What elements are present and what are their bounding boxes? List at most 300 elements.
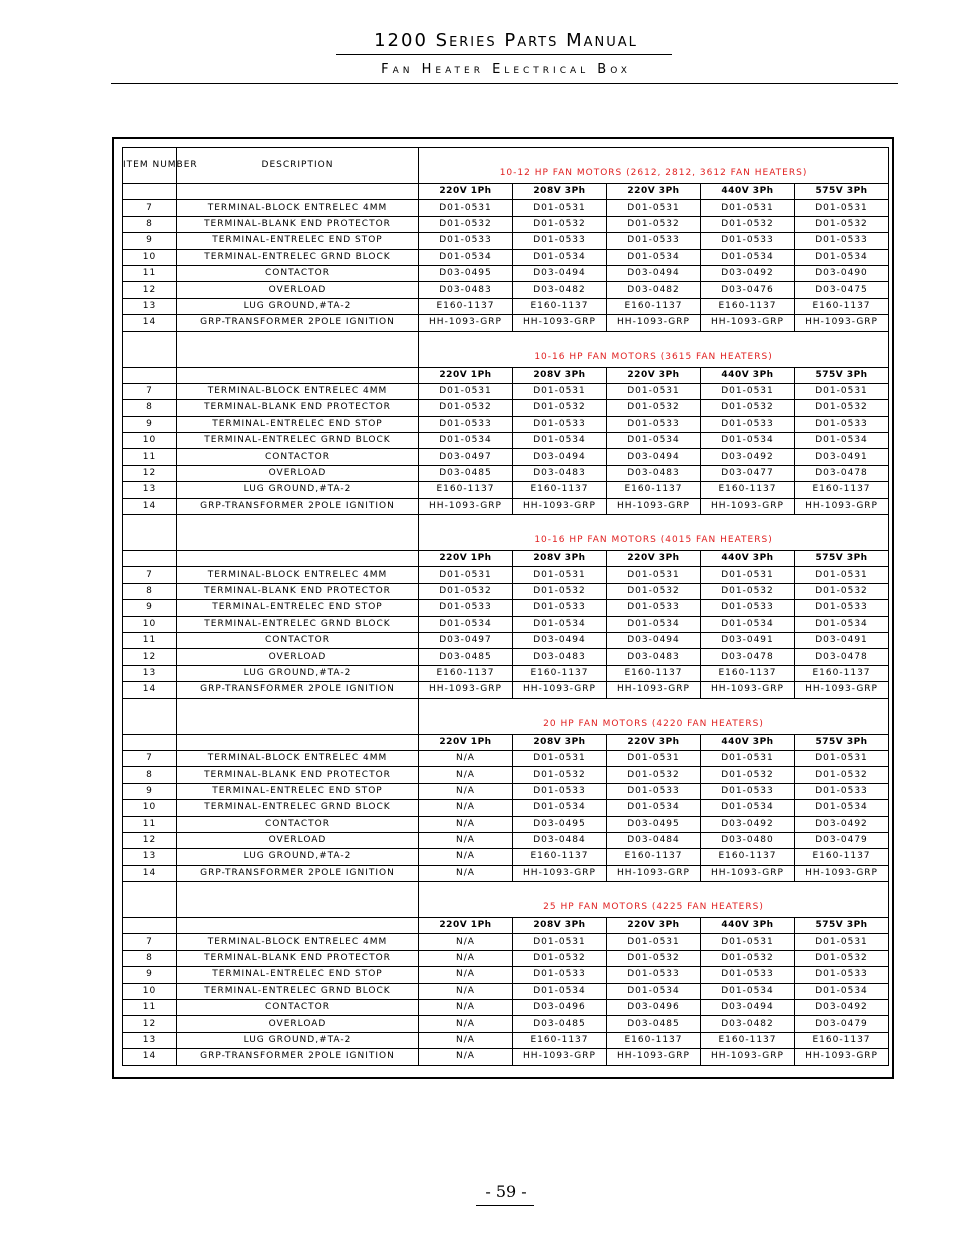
voltage-header-row [123,367,889,383]
part-number: D01-0534 [513,616,607,632]
section-title: 10-16 HP FAN MOTORS (4015 FAN HEATERS) [419,515,889,551]
part-description: GRP-TRANSFORMER 2POLE IGNITION [177,865,419,881]
part-number: D01-0534 [795,433,889,449]
part-number: D01-0531 [795,750,889,766]
blank-cell [123,515,177,551]
part-number: D03-0491 [795,632,889,648]
item-number: 12 [123,465,177,481]
voltage-header-row [123,734,889,750]
part-number: D01-0533 [513,783,607,799]
part-number: HH-1093-GRP [795,865,889,881]
part-description: CONTACTOR [177,816,419,832]
part-number: D01-0533 [513,233,607,249]
blank-cell [123,367,177,383]
part-number: D03-0492 [795,1000,889,1016]
part-number: D03-0494 [513,632,607,648]
part-number: N/A [419,983,513,999]
table-row [123,567,889,583]
page-number: - 59 - [485,1182,527,1201]
part-number: D01-0532 [795,950,889,966]
part-description: CONTACTOR [177,1000,419,1016]
part-number: D01-0532 [795,583,889,599]
part-description: TERMINAL-BLOCK ENTRELEC 4MM [177,200,419,216]
part-number: D01-0531 [607,934,701,950]
part-number: D01-0531 [607,750,701,766]
part-number: HH-1093-GRP [701,315,795,331]
part-number: D03-0476 [701,282,795,298]
table-row [123,849,889,865]
voltage-header: 208V 3Ph [513,734,607,750]
part-number: E160-1137 [795,665,889,681]
part-number: E160-1137 [795,849,889,865]
part-number: E160-1137 [513,1032,607,1048]
voltage-header: 220V 3Ph [607,367,701,383]
part-number: HH-1093-GRP [701,865,795,881]
voltage-header: 440V 3Ph [701,184,795,200]
part-number: D01-0532 [795,767,889,783]
part-number: D03-0492 [701,265,795,281]
table-row [123,832,889,848]
part-number: D01-0534 [701,616,795,632]
item-number: 12 [123,282,177,298]
part-number: D01-0533 [607,783,701,799]
item-number: 14 [123,865,177,881]
part-number: D01-0533 [513,416,607,432]
part-number: D01-0532 [795,216,889,232]
table-row [123,800,889,816]
part-number: HH-1093-GRP [701,1049,795,1065]
part-number: D01-0533 [513,967,607,983]
part-number: E160-1137 [513,482,607,498]
part-number: D01-0532 [701,767,795,783]
voltage-header: 440V 3Ph [701,367,795,383]
part-description: TERMINAL-ENTRELEC END STOP [177,600,419,616]
table-row [123,583,889,599]
part-number: D03-0494 [513,449,607,465]
part-number: D03-0483 [419,282,513,298]
part-number: D01-0532 [607,400,701,416]
part-number: D03-0478 [795,465,889,481]
part-number: D01-0532 [419,216,513,232]
item-number: 7 [123,750,177,766]
item-number: 9 [123,600,177,616]
part-number: E160-1137 [795,482,889,498]
section-title: 10-12 HP FAN MOTORS (2612, 2812, 3612 FAN HEATERS) [419,148,889,184]
part-number: D03-0482 [701,1016,795,1032]
part-number: D01-0531 [701,200,795,216]
part-description: CONTACTOR [177,632,419,648]
part-description: TERMINAL-ENTRELEC GRND BLOCK [177,800,419,816]
part-number: D03-0482 [607,282,701,298]
part-number: D01-0531 [795,567,889,583]
part-number: D03-0495 [607,816,701,832]
part-number: D03-0477 [701,465,795,481]
part-number: D01-0531 [795,934,889,950]
part-number: D03-0478 [795,649,889,665]
table-row [123,298,889,314]
part-number: D01-0534 [419,249,513,265]
part-description: TERMINAL-BLANK END PROTECTOR [177,583,419,599]
part-number: E160-1137 [513,849,607,865]
part-description: GRP-TRANSFORMER 2POLE IGNITION [177,682,419,698]
voltage-header: 575V 3Ph [795,734,889,750]
item-number: 9 [123,783,177,799]
part-description: TERMINAL-ENTRELEC GRND BLOCK [177,249,419,265]
table-row [123,816,889,832]
item-number: 14 [123,1049,177,1065]
part-number: N/A [419,865,513,881]
item-number: 12 [123,832,177,848]
part-number: D01-0531 [513,934,607,950]
item-number: 10 [123,249,177,265]
part-number: D01-0533 [701,233,795,249]
blank-cell [177,551,419,567]
part-description: GRP-TRANSFORMER 2POLE IGNITION [177,315,419,331]
parts-table [122,147,889,1066]
blank-cell [123,918,177,934]
table-row [123,632,889,648]
table-row [123,416,889,432]
blank-cell [177,734,419,750]
part-description: TERMINAL-BLANK END PROTECTOR [177,216,419,232]
part-number: D03-0485 [513,1016,607,1032]
part-number: D03-0484 [607,832,701,848]
item-number: 8 [123,950,177,966]
part-number: D01-0531 [607,383,701,399]
item-number: 13 [123,482,177,498]
part-number: D03-0485 [419,649,513,665]
table-row [123,967,889,983]
part-number: D03-0478 [701,649,795,665]
part-number: D01-0534 [701,983,795,999]
part-number: HH-1093-GRP [419,315,513,331]
table-row [123,1049,889,1065]
part-number: D01-0533 [701,600,795,616]
part-number: D01-0531 [701,383,795,399]
part-number: E160-1137 [701,849,795,865]
part-number: HH-1093-GRP [419,498,513,514]
part-number: HH-1093-GRP [607,498,701,514]
part-number: D01-0533 [795,783,889,799]
table-row [123,1032,889,1048]
part-number: D03-0482 [513,282,607,298]
table-row [123,433,889,449]
item-number: 11 [123,1000,177,1016]
voltage-header-row [123,184,889,200]
part-number: D01-0531 [419,200,513,216]
part-number: D01-0534 [607,983,701,999]
table-row [123,767,889,783]
part-description: TERMINAL-BLOCK ENTRELEC 4MM [177,750,419,766]
part-number: D01-0534 [513,983,607,999]
blank-cell [123,184,177,200]
part-number: D01-0532 [513,216,607,232]
part-number: D03-0483 [607,649,701,665]
part-number: D01-0531 [701,567,795,583]
voltage-header: 220V 1Ph [419,551,513,567]
part-number: D01-0534 [795,983,889,999]
part-number: E160-1137 [607,482,701,498]
part-number: HH-1093-GRP [701,498,795,514]
section-title: 25 HP FAN MOTORS (4225 FAN HEATERS) [419,882,889,918]
voltage-header: 220V 3Ph [607,551,701,567]
part-number: D03-0496 [513,1000,607,1016]
table-row [123,465,889,481]
part-number: D01-0534 [701,800,795,816]
part-number: D01-0533 [795,233,889,249]
section-title-row [123,515,889,551]
part-description: TERMINAL-ENTRELEC GRND BLOCK [177,616,419,632]
part-number: D01-0533 [419,600,513,616]
voltage-header: 575V 3Ph [795,367,889,383]
table-row [123,600,889,616]
voltage-header: 208V 3Ph [513,184,607,200]
part-number: D03-0483 [513,649,607,665]
part-number: HH-1093-GRP [513,498,607,514]
part-number: N/A [419,767,513,783]
part-description: GRP-TRANSFORMER 2POLE IGNITION [177,498,419,514]
blank-cell [177,515,419,551]
part-description: TERMINAL-ENTRELEC END STOP [177,233,419,249]
part-number: D01-0532 [795,400,889,416]
part-number: E160-1137 [513,665,607,681]
part-number: D03-0494 [701,1000,795,1016]
voltage-header: 220V 3Ph [607,918,701,934]
item-number: 11 [123,265,177,281]
part-number: D03-0492 [701,449,795,465]
part-number: D01-0533 [795,600,889,616]
part-number: HH-1093-GRP [513,1049,607,1065]
part-number: D01-0532 [607,216,701,232]
item-number: 8 [123,767,177,783]
item-number: 8 [123,216,177,232]
part-number: D01-0533 [701,967,795,983]
part-number: D03-0475 [795,282,889,298]
part-number: D01-0531 [607,567,701,583]
part-number: D03-0479 [795,1016,889,1032]
section-title-row [123,148,889,184]
part-number: E160-1137 [701,482,795,498]
item-number: 12 [123,1016,177,1032]
part-number: N/A [419,849,513,865]
part-number: HH-1093-GRP [795,315,889,331]
item-number: 7 [123,200,177,216]
part-number: D01-0534 [419,616,513,632]
part-number: E160-1137 [701,298,795,314]
part-number: D01-0533 [513,600,607,616]
table-row [123,233,889,249]
part-number: D03-0494 [607,449,701,465]
part-number: D03-0495 [419,265,513,281]
blank-cell [123,551,177,567]
blank-cell [177,331,419,367]
voltage-header: 208V 3Ph [513,918,607,934]
item-number: 14 [123,498,177,514]
table-row [123,950,889,966]
part-number: D01-0533 [795,967,889,983]
part-number: N/A [419,1000,513,1016]
part-number: HH-1093-GRP [607,865,701,881]
part-number: HH-1093-GRP [607,1049,701,1065]
part-number: D01-0533 [607,967,701,983]
part-description: OVERLOAD [177,649,419,665]
part-description: TERMINAL-BLOCK ENTRELEC 4MM [177,934,419,950]
part-number: D03-0492 [701,816,795,832]
item-number: 14 [123,315,177,331]
part-number: HH-1093-GRP [795,682,889,698]
part-number: HH-1093-GRP [513,865,607,881]
part-description: TERMINAL-BLOCK ENTRELEC 4MM [177,567,419,583]
voltage-header: 220V 1Ph [419,367,513,383]
part-number: D03-0484 [513,832,607,848]
table-row [123,449,889,465]
part-number: D01-0533 [607,600,701,616]
part-number: D01-0531 [701,934,795,950]
part-number: HH-1093-GRP [795,498,889,514]
description-header: DESCRIPTION [177,148,419,184]
part-number: D01-0534 [701,249,795,265]
blank-cell [177,918,419,934]
item-number: 10 [123,616,177,632]
part-number: D01-0534 [701,433,795,449]
part-number: D01-0533 [607,233,701,249]
section-title-row [123,331,889,367]
part-number: N/A [419,1032,513,1048]
part-number: N/A [419,950,513,966]
part-number: D03-0494 [513,265,607,281]
part-number: D01-0533 [701,783,795,799]
item-number: 13 [123,849,177,865]
part-number: D01-0533 [419,233,513,249]
blank-cell [177,184,419,200]
part-number: D01-0534 [607,616,701,632]
part-description: LUG GROUND,#TA-2 [177,482,419,498]
part-number: N/A [419,1016,513,1032]
part-description: TERMINAL-BLANK END PROTECTOR [177,950,419,966]
item-number: 11 [123,816,177,832]
part-description: LUG GROUND,#TA-2 [177,665,419,681]
part-number: D03-0495 [513,816,607,832]
part-number: D01-0531 [607,200,701,216]
part-number: D03-0497 [419,449,513,465]
part-number: D01-0532 [701,950,795,966]
blank-cell [177,367,419,383]
part-number: D01-0534 [795,616,889,632]
part-number: E160-1137 [607,1032,701,1048]
part-number: N/A [419,816,513,832]
part-number: D01-0532 [607,950,701,966]
blank-cell [123,882,177,918]
voltage-header: 220V 1Ph [419,918,513,934]
part-number: D03-0483 [513,465,607,481]
part-number: D03-0491 [701,632,795,648]
item-number: 7 [123,934,177,950]
part-description: TERMINAL-ENTRELEC END STOP [177,416,419,432]
part-number: HH-1093-GRP [513,315,607,331]
item-number: 8 [123,583,177,599]
part-number: D03-0497 [419,632,513,648]
part-number: N/A [419,1049,513,1065]
part-number: D01-0532 [513,950,607,966]
table-row [123,1000,889,1016]
part-number: E160-1137 [795,1032,889,1048]
part-number: N/A [419,783,513,799]
part-description: LUG GROUND,#TA-2 [177,298,419,314]
part-number: E160-1137 [607,849,701,865]
part-number: D03-0480 [701,832,795,848]
part-description: CONTACTOR [177,265,419,281]
item-number: 10 [123,433,177,449]
part-number: D01-0534 [513,800,607,816]
part-number: D01-0533 [607,416,701,432]
item-number: 14 [123,682,177,698]
part-number: E160-1137 [419,298,513,314]
part-description: GRP-TRANSFORMER 2POLE IGNITION [177,1049,419,1065]
part-number: D01-0532 [701,400,795,416]
item-number: 13 [123,1032,177,1048]
item-number: 9 [123,233,177,249]
item-number: 11 [123,449,177,465]
parts-table-body [123,148,889,1066]
part-description: LUG GROUND,#TA-2 [177,849,419,865]
item-number: 10 [123,800,177,816]
table-row [123,216,889,232]
part-number: E160-1137 [607,665,701,681]
part-number: D01-0531 [795,383,889,399]
voltage-header: 220V 1Ph [419,184,513,200]
part-number: D01-0531 [701,750,795,766]
table-row [123,649,889,665]
part-number: D01-0533 [419,416,513,432]
part-number: D01-0531 [419,383,513,399]
part-number: HH-1093-GRP [795,1049,889,1065]
part-number: D03-0492 [795,816,889,832]
part-number: D03-0490 [795,265,889,281]
part-number: E160-1137 [795,298,889,314]
part-number: D01-0532 [419,400,513,416]
part-description: TERMINAL-ENTRELEC END STOP [177,783,419,799]
part-number: D01-0533 [795,416,889,432]
part-description: TERMINAL-BLOCK ENTRELEC 4MM [177,383,419,399]
voltage-header-row [123,551,889,567]
part-number: D01-0534 [513,249,607,265]
part-number: N/A [419,800,513,816]
voltage-header: 575V 3Ph [795,918,889,934]
table-row [123,616,889,632]
part-number: D01-0532 [513,400,607,416]
section-title: 10-16 HP FAN MOTORS (3615 FAN HEATERS) [419,331,889,367]
item-number: 12 [123,649,177,665]
title-underline [336,54,672,55]
part-number: D03-0485 [419,465,513,481]
table-row [123,665,889,681]
part-number: HH-1093-GRP [419,682,513,698]
part-number: HH-1093-GRP [607,682,701,698]
part-number: D01-0534 [795,800,889,816]
part-description: TERMINAL-BLANK END PROTECTOR [177,767,419,783]
item-number: 7 [123,567,177,583]
part-description: TERMINAL-BLANK END PROTECTOR [177,400,419,416]
part-number: D01-0534 [419,433,513,449]
part-number: D01-0531 [513,567,607,583]
table-row [123,400,889,416]
part-number: E160-1137 [513,298,607,314]
part-number: D01-0533 [701,416,795,432]
part-description: OVERLOAD [177,832,419,848]
voltage-header: 575V 3Ph [795,551,889,567]
table-row [123,282,889,298]
table-row [123,482,889,498]
